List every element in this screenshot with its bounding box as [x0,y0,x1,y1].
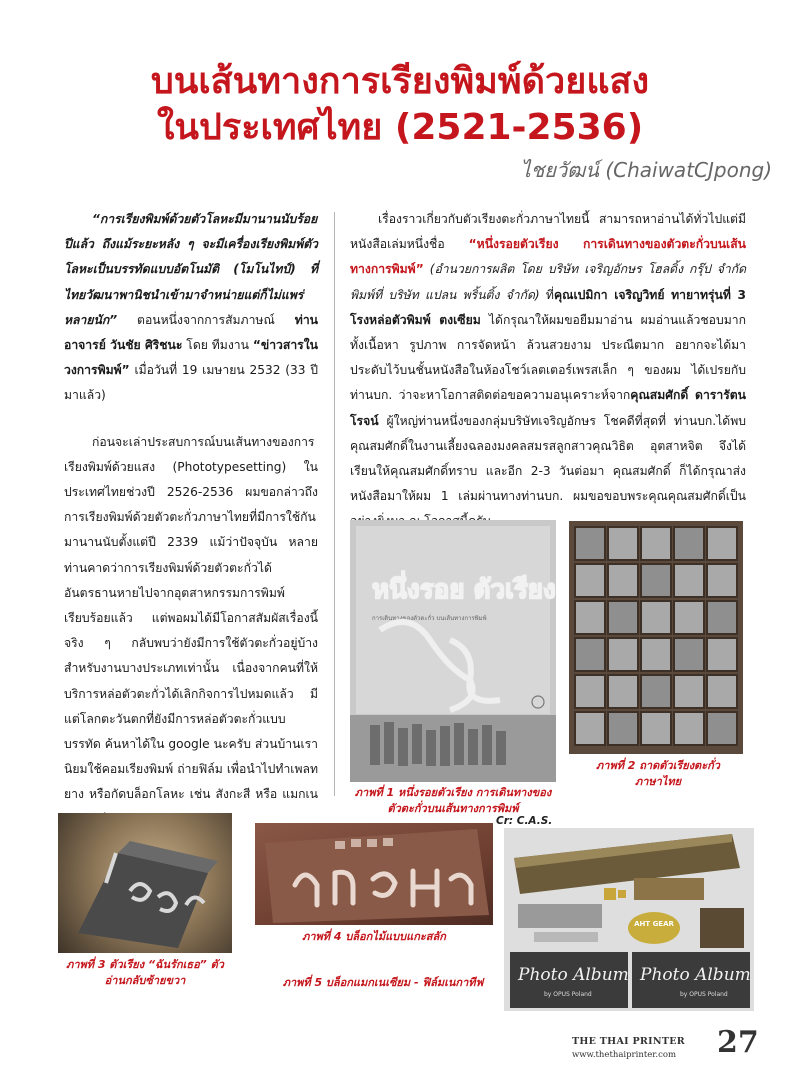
type-tray-compartment [575,712,605,745]
type-tray-compartment [641,564,671,597]
opening-quote: “การเรียงพิมพ์ด้วยตัวโลหะมีมานานนับร้อยปีแล้ว ถึงแม้ระยะหลัง ๆ จะมีเครื่องเรียงพิมพ์ตัวโลหะเป็นบรรทัดแบบอัตโนมัติ (โมโนไทป์) ที่ไทยวัฒนาพานิชนำเข้ามาจำหน่ายแต่ก็ไม่แพร่หลายนัก” [64,212,318,327]
text-span: ผู้ใหญ่ท่านหนึ่งของกลุ่มบริษัทเจริญอักษร โชคดีที่สุดที่ ท่านบก.ได้พบคุณสมศักดิ์ในงานเลี้ยงฉลองมงคลสมรสลูกสาวคุณวิธิต อุตสาหจิต จึงได้เรียนให้คุณสมศักดิ์ทราบ และอีก 2-3 วันต่อมา คุณสมศักดิ์ ก็ได้กรุณาส่งหนังสือมาให้ผม 1 เล่มผ่านทางท่านบก. ผมขอขอบพระคุณคุณสมศักดิ์เป็น [350,413,746,504]
right-paragraph [350,207,746,535]
footer-website-url: www.thethaiprinter.com [572,1050,677,1060]
photo-1-book-cover [350,520,556,782]
type-tray-compartment [674,675,704,708]
sponsor-name: คุณสมศักดิ์ ดารารัตนโรจน์ [350,388,746,428]
article-title-line1: บนเส้นทางการเรียงพิมพ์ด้วยแสง [150,61,650,102]
wood-block-illustration [255,823,493,925]
type-tray-compartment [575,601,605,634]
book-cover-subtitle: การเดินทางของตัวตะกั่ว บนเส้นทางการพิมพ์ [372,615,487,622]
film-negative-label-1: Photo Album [518,965,629,985]
type-tray-compartment [575,527,605,560]
article-author: ไชยวัฒน์ (ChaiwatCJpong) [520,158,772,182]
film-negative-label-2: Photo Album [640,965,751,985]
magnesium-blocks-illustration [504,828,754,1011]
text-span: เมื่อวันที่ 19 เมษายน 2532 (33 ปีมาแล้ว) [64,363,318,403]
caption-photo-5: ภาพที่ 5 บล็อกแมกเนเซียม - ฟิล์มเนกาทีฟ [282,976,484,989]
photo-5-magnesium-blocks [504,828,754,1011]
text-span: ได้กรุณาให้ผมขอยืมมาอ่าน ผมอ่านแล้วชอบมาก ทั้งเนื้อหา รูปภาพ การจัดหน้า ล้วนสวยงาม ประณีตมาก อยากจะได้มาประดับไว้บนชั้นหนังสือในห้องโชว์เลตเตอร์เพรสเล็ก ๆ ของผม ได้เปรยกับ ท่านบก. ว่าจะหาโอกาสติดต่อขอความอนุเคราะห์จาก [350,312,746,403]
text-span: โดย ทีมงาน [182,338,253,353]
type-tray-compartment [641,712,671,745]
type-tray-compartment [608,564,638,597]
book-cover-illustration [350,520,556,782]
left-column [64,207,318,833]
type-tray-compartment [707,675,737,708]
type-tray-compartment [674,712,704,745]
text-span: ที่ [539,287,554,302]
interviewee-name: ท่านอาจารย์ วันชัย ศิริชนะ [64,312,318,353]
type-tray-compartment [575,675,605,708]
book-title: “หนึ่งรอยตัวเรียง การเดินทางของตัวตะกั่วบนเส้นทางการพิมพ์” [350,237,746,277]
type-tray-compartment [707,527,737,560]
type-tray-illustration [569,521,743,754]
type-tray-compartment [674,601,704,634]
caption-photo-1: ภาพที่ 1 หนึ่งรอยตัวเรียง การเดินทางของตัวตะกั่วบนเส้นทางการพิมพ์ [354,786,552,815]
type-tray-compartment [608,527,638,560]
type-tray-compartment [641,675,671,708]
metal-type-illustration [58,813,232,953]
caption-photo-2: ภาพที่ 2 ถาดตัวเรียงตะกั่วภาษาไทย [596,759,720,788]
photo-2-type-tray [569,521,743,754]
type-tray-compartment [674,564,704,597]
left-paragraph-2 [64,430,318,833]
footer-magazine-name: THE THAI PRINTER [572,1036,685,1047]
caption-photo-4: ภาพที่ 4 บล็อกไม้แบบแกะสลัก [302,930,446,943]
photo-3-metal-type [58,813,232,953]
page-number: 27 [717,1025,759,1060]
right-column [350,207,746,535]
book-publisher-note: (อำนวยการผลิต โดย บริษัท เจริญอักษร โฮลดิ้ง กรุ๊ป จำกัด พิมพ์ที่ บริษัท แปลน พริ้นติ้ง จำกัด) [350,262,746,302]
type-tray-compartment [674,527,704,560]
type-tray-compartment [641,601,671,634]
type-tray-compartment [707,712,737,745]
film-negative-sub-1: by OPUS Poland [544,991,592,998]
article-title-line2: ในประเทศไทย (2521-2536) [156,107,644,148]
type-tray-compartment [707,564,737,597]
type-tray-compartment [608,638,638,671]
type-tray-compartment [641,527,671,560]
type-tray-compartment [608,675,638,708]
text-span: ตอนหนึ่งจากการสัมภาษณ์ [117,312,295,327]
photo-4-wood-block [255,823,493,925]
type-tray-compartment [707,638,737,671]
type-tray-compartment [575,564,605,597]
column-divider [334,212,335,796]
caption-photo-1-credit: Cr: C.A.S. [496,815,553,827]
type-tray-compartment [674,638,704,671]
text-span: ก่อนจะเล่าประสบการณ์บนเส้นทางของการเรียงพิมพ์ด้วยแสง (Phototypesetting) ในประเทศไทยช่วงปี 2526-2536 ผมขอกล่าวถึงการเรียงพิมพ์ด้วยตัวตะกั่วภาษาไทยที่มีการใช้กันมานานนับตั้งแต่ปี 2339 แม้ว่าปัจจุบัน หลายท่านคาดว่าการเรียงพิมพ์ด้วยตัวตะกั่วได้อันตรธานหายไปจากอุตสาหกรรมการพิมพ์เรียบร้อยแล้ว แต่พอผมได้มีโอกาสสัมผัสเรื่องนี้จริง ๆ กลับพบว่ายังมีการใช้ตัวตะกั่วอยู่บ้างสำหรับงานบางประเภทเท่านั้น เนื่องจากคนที่ให้บริการหล่อตัวตะกั่วได้เลิกกิจการไปหมดแล้ว มีแต่โลกตะวันตกที่ยังมีการหล่อตัวตะกั่วแบบบรรทัด ค้นหาได้ใน google นะครับ ส่วนบ้านเรานิยมใช้คอมเรียงพิมพ์ ถ่ายฟิล์ม เพื่อนำไปทำเพลทยาง หรือกัดบล็อกโลหะ เช่น สังกะสี หรือ แมกเน [64,434,318,802]
caption-photo-3: ภาพที่ 3 ตัวเรียง “ฉันรักเธอ” ตัวอ่านกลับซ้ายขวา [66,958,224,987]
book-cover-title: หนึ่งรอย ตัวเรียง [372,575,556,605]
type-tray-compartment [641,638,671,671]
oval-plate-label: AHT GEAR [634,920,674,928]
type-tray-compartment [608,601,638,634]
left-paragraph-1 [64,207,318,409]
heir-name: คุณเปมิกา เจริญวิทย์ ทายาทรุ่นที่ 3 โรงหล่อตัวพิมพ์ ตงเซียม [350,287,746,327]
text-span: เรื่องราวเกี่ยวกับตัวเรียงตะกั่วภาษาไทยนี้ สามารถหาอ่านได้ทั่วไปแต่มีหนังสือเล่มหนึ่งชื่อ [350,212,746,252]
type-tray-compartment [608,712,638,745]
type-tray-compartment [575,638,605,671]
source-name: “ข่าวสารในวงการพิมพ์” [64,338,319,378]
film-negative-sub-2: by OPUS Poland [680,991,728,998]
type-tray-compartment [707,601,737,634]
